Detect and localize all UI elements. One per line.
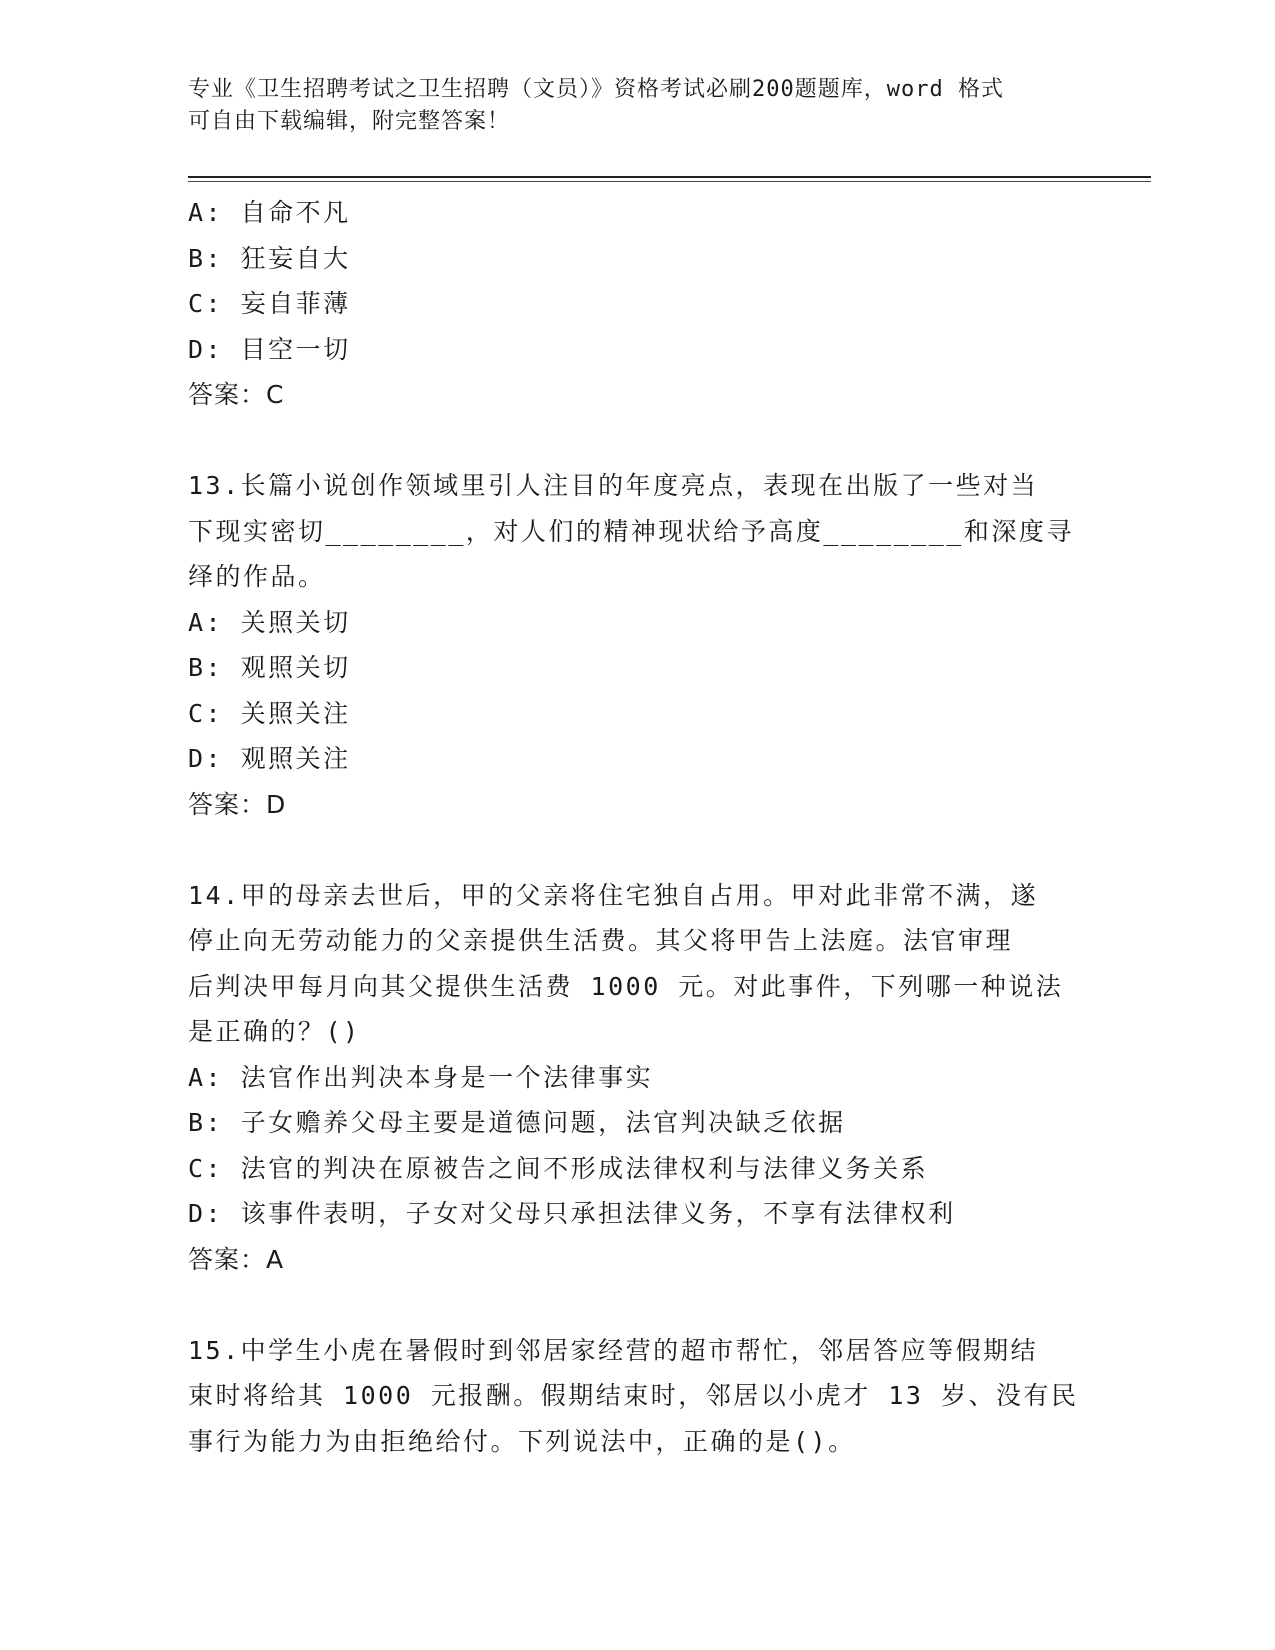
option-c: C: 关照关注 (188, 698, 351, 728)
question-13 (188, 463, 1088, 827)
question-stem-line: 13.长篇小说创作领域里引人注目的年度亮点，表现在出版了一些对当 (188, 471, 1039, 500)
option-c: C: 法官的判决在原被告之间不形成法律权利与法律义务关系 (188, 1153, 929, 1183)
question-stem-line: 后判决甲每月向其父提供生活费 1000 元。对此事件，下列哪一种说法 (188, 971, 1064, 1001)
option-a: A: 自命不凡 (188, 198, 351, 227)
question-spacer (188, 827, 1088, 873)
question-15 (188, 1328, 1088, 1465)
header-divider-thin (188, 181, 1151, 182)
option-b: B: 观照关切 (188, 653, 351, 682)
question-list (188, 190, 1088, 1464)
question-12 (188, 190, 1088, 418)
answer-line: 答案：D (188, 789, 287, 819)
header-line-2: 可自由下载编辑，附完整答案！ (188, 109, 511, 134)
question-stem-line: 下现实密切________，对人们的精神现状给予高度________和深度寻 (188, 516, 1074, 546)
question-spacer (188, 418, 1088, 464)
option-c: C: 妄自菲薄 (188, 289, 351, 318)
document-header (188, 74, 1068, 138)
option-a: A: 法官作出判决本身是一个法律事实 (188, 1062, 654, 1092)
answer-line: 答案：A (188, 1244, 285, 1274)
question-stem-line: 是正确的？() (188, 1017, 361, 1046)
option-a: A: 关照关切 (188, 607, 351, 637)
question-stem-line: 事行为能力为由拒绝给付。下列说法中，正确的是()。 (188, 1426, 856, 1456)
option-d: D: 该事件表明，子女对父母只承担法律义务，不享有法律权利 (188, 1199, 956, 1228)
option-d: D: 观照关注 (188, 744, 351, 773)
question-stem-line: 停止向无劳动能力的父亲提供生活费。其父将甲告上法庭。法官审理 (188, 926, 1014, 955)
option-d: D: 目空一切 (188, 334, 351, 364)
option-b: B: 子女赡养父母主要是道德问题，法官判决缺乏依据 (188, 1108, 846, 1137)
question-spacer (188, 1282, 1088, 1328)
answer-line: 答案：C (188, 380, 285, 409)
header-divider-thick (188, 176, 1151, 178)
question-stem-line: 束时将给其 1000 元报酬。假期结束时，邻居以小虎才 13 岁、没有民 (188, 1381, 1079, 1410)
header-line-1: 专业《卫生招聘考试之卫生招聘（文员）》资格考试必刷200题题库，word 格式 (188, 77, 1004, 102)
question-stem-line: 绎的作品。 (188, 562, 326, 591)
question-stem-line: 14.甲的母亲去世后，甲的父亲将住宅独自占用。甲对此非常不满，遂 (188, 880, 1039, 910)
question-stem-line: 15.中学生小虎在暑假时到邻居家经营的超市帮忙，邻居答应等假期结 (188, 1335, 1039, 1365)
question-14 (188, 873, 1088, 1283)
option-b: B: 狂妄自大 (188, 243, 351, 273)
